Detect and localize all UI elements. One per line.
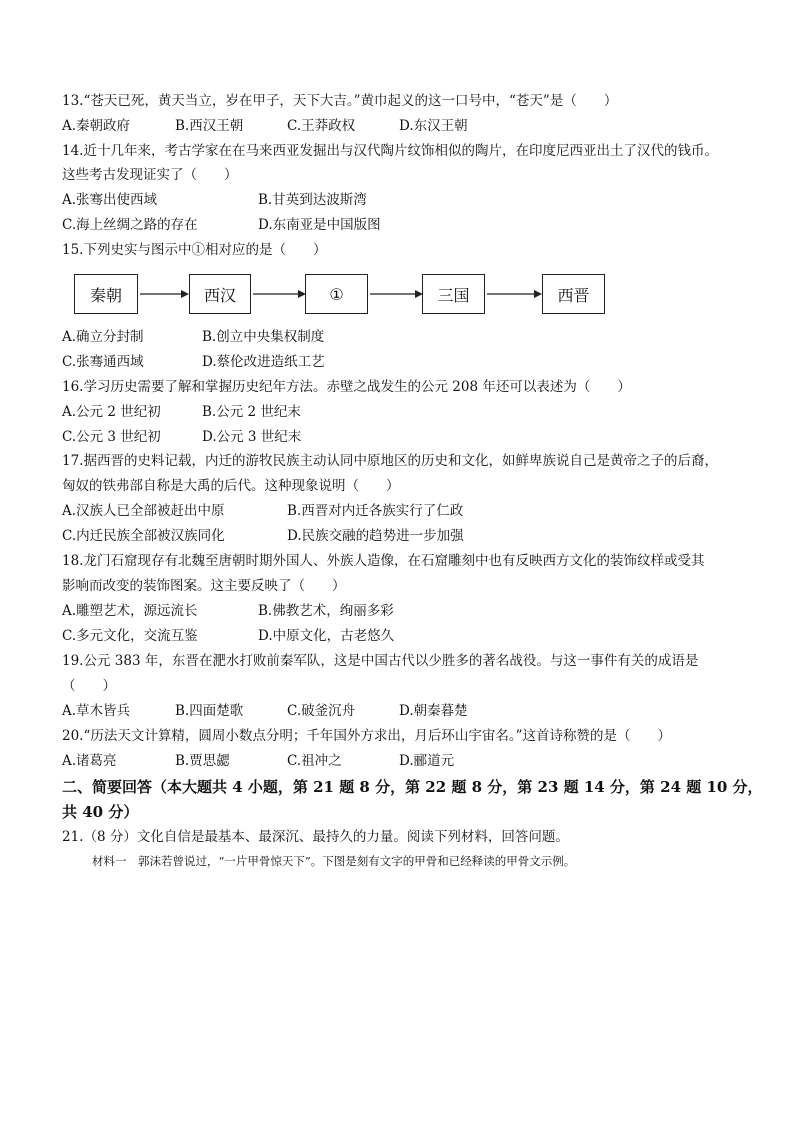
section2-heading-line2: 共 40 分） bbox=[62, 803, 139, 821]
q21-stem: 21.（8 分）文化自信是最基本、最深沉、最持久的力量。阅读下列材料，回答问题。 bbox=[62, 829, 569, 845]
flow-box-western-jin: 西晋 bbox=[542, 274, 605, 314]
flow-box-three-kingdoms: 三国 bbox=[422, 274, 485, 314]
flow-arrow-1 bbox=[138, 274, 190, 314]
q13-option-a[interactable]: A.秦朝政府 bbox=[62, 118, 131, 134]
flow-arrow-2 bbox=[251, 274, 307, 314]
q15-option-c[interactable]: C.张骞通西域 bbox=[62, 354, 144, 370]
q16-option-a[interactable]: A.公元 2 世纪初 bbox=[62, 404, 161, 420]
q17-option-c[interactable]: C.内迁民族全部被汉族同化 bbox=[62, 528, 225, 544]
q19-stem-line1: 19.公元 383 年，东晋在淝水打败前秦军队，这是中国古代以少胜多的著名战役。与这一事件有关的成语是 bbox=[62, 653, 699, 669]
q14-option-b[interactable]: B.甘英到达波斯湾 bbox=[258, 192, 367, 208]
flow-arrow-3 bbox=[368, 274, 424, 314]
flow-box-western-han: 西汉 bbox=[189, 274, 251, 314]
q17-stem-line2: 匈奴的铁弗部自称是大禹的后代。这种现象说明（ ） bbox=[62, 478, 400, 494]
q20-option-a[interactable]: A.诸葛亮 bbox=[62, 753, 117, 769]
q14-stem-line2: 这些考古发现证实了（ ） bbox=[62, 167, 238, 183]
section2-heading-line1: 二、简要回答（本大题共 4 小题，第 21 题 8 分，第 22 题 8 分，第 23 题 14 分，第 24 题 10 分， bbox=[62, 778, 763, 796]
q13-option-d[interactable]: D.东汉王朝 bbox=[399, 118, 468, 134]
q19-stem-line2: （ ） bbox=[62, 678, 116, 694]
q14-stem-line1: 14.近十几年来，考古学家在在马来西亚发掘出与汉代陶片纹饰相似的陶片，在印度尼西亚出土了汉代的钱币。 bbox=[62, 143, 718, 159]
q20-stem: 20.“历法天文计算精，圆周小数点分明；千年国外方求出，月后环山宇宙名。”这首诗称赞的是（ ） bbox=[62, 728, 672, 744]
flow-box-blank-1: ① bbox=[305, 274, 368, 314]
q16-option-b[interactable]: B.公元 2 世纪末 bbox=[202, 404, 301, 420]
q20-option-c[interactable]: C.祖冲之 bbox=[287, 753, 342, 769]
q14-option-d[interactable]: D.东南亚是中国版图 bbox=[258, 217, 381, 233]
q19-option-c[interactable]: C.破釜沉舟 bbox=[287, 703, 356, 719]
q18-option-a[interactable]: A.雕塑艺术，源远流长 bbox=[62, 603, 198, 619]
q17-option-d[interactable]: D.民族交融的趋势进一步加强 bbox=[287, 528, 464, 544]
q15-stem: 15.下列史实与图示中①相对应的是（ ） bbox=[62, 242, 327, 258]
q19-option-a[interactable]: A.草木皆兵 bbox=[62, 703, 131, 719]
q19-option-b[interactable]: B.四面楚歌 bbox=[175, 703, 244, 719]
q16-option-c[interactable]: C.公元 3 世纪初 bbox=[62, 429, 161, 445]
q19-option-d[interactable]: D.朝秦暮楚 bbox=[399, 703, 468, 719]
q20-option-d[interactable]: D.郦道元 bbox=[399, 753, 455, 769]
q21-material-1: 材料一 郭沫若曾说过，“一片甲骨惊天下”。下图是刻有文字的甲骨和已经释读的甲骨文示例。 bbox=[92, 854, 576, 868]
q14-option-a[interactable]: A.张骞出使西域 bbox=[62, 192, 158, 208]
q14-option-c[interactable]: C.海上丝绸之路的存在 bbox=[62, 217, 198, 233]
q18-option-b[interactable]: B.佛教艺术，绚丽多彩 bbox=[258, 603, 394, 619]
q18-stem-line2: 影响而改变的装饰图案。这主要反映了（ ） bbox=[62, 578, 346, 594]
q20-option-b[interactable]: B.贾思勰 bbox=[175, 753, 230, 769]
q15-option-b[interactable]: B.创立中央集权制度 bbox=[202, 329, 325, 345]
q13-stem: 13.“苍天已死，黄天当立，岁在甲子，天下大吉。”黄巾起义的这一口号中，“苍天”是（ ） bbox=[62, 93, 618, 109]
q18-option-d[interactable]: D.中原文化，古老悠久 bbox=[258, 628, 395, 644]
q15-option-a[interactable]: A.确立分封制 bbox=[62, 329, 144, 345]
q13-option-b[interactable]: B.西汉王朝 bbox=[175, 118, 244, 134]
q13-option-c[interactable]: C.王莽政权 bbox=[287, 118, 356, 134]
q17-option-a[interactable]: A.汉族人已全部被赶出中原 bbox=[62, 503, 225, 519]
q17-stem-line1: 17.据西晋的史料记载，内迁的游牧民族主动认同中原地区的历史和文化，如鲜卑族说自己是黄帝之子的后裔， bbox=[62, 453, 718, 469]
q16-option-d[interactable]: D.公元 3 世纪末 bbox=[202, 429, 302, 445]
q17-option-b[interactable]: B.西晋对内迁各族实行了仁政 bbox=[287, 503, 464, 519]
q18-option-c[interactable]: C.多元文化，交流互鉴 bbox=[62, 628, 198, 644]
flow-arrow-4 bbox=[485, 274, 543, 314]
flow-box-qin: 秦朝 bbox=[74, 274, 138, 314]
q15-option-d[interactable]: D.蔡伦改进造纸工艺 bbox=[202, 354, 325, 370]
q18-stem-line1: 18.龙门石窟现存有北魏至唐朝时期外国人、外族人造像，在石窟雕刻中也有反映西方文化的装饰纹样或受其 bbox=[62, 553, 705, 569]
q16-stem: 16.学习历史需要了解和掌握历史纪年方法。赤壁之战发生的公元 208 年还可以表述为（ ） bbox=[62, 379, 631, 395]
